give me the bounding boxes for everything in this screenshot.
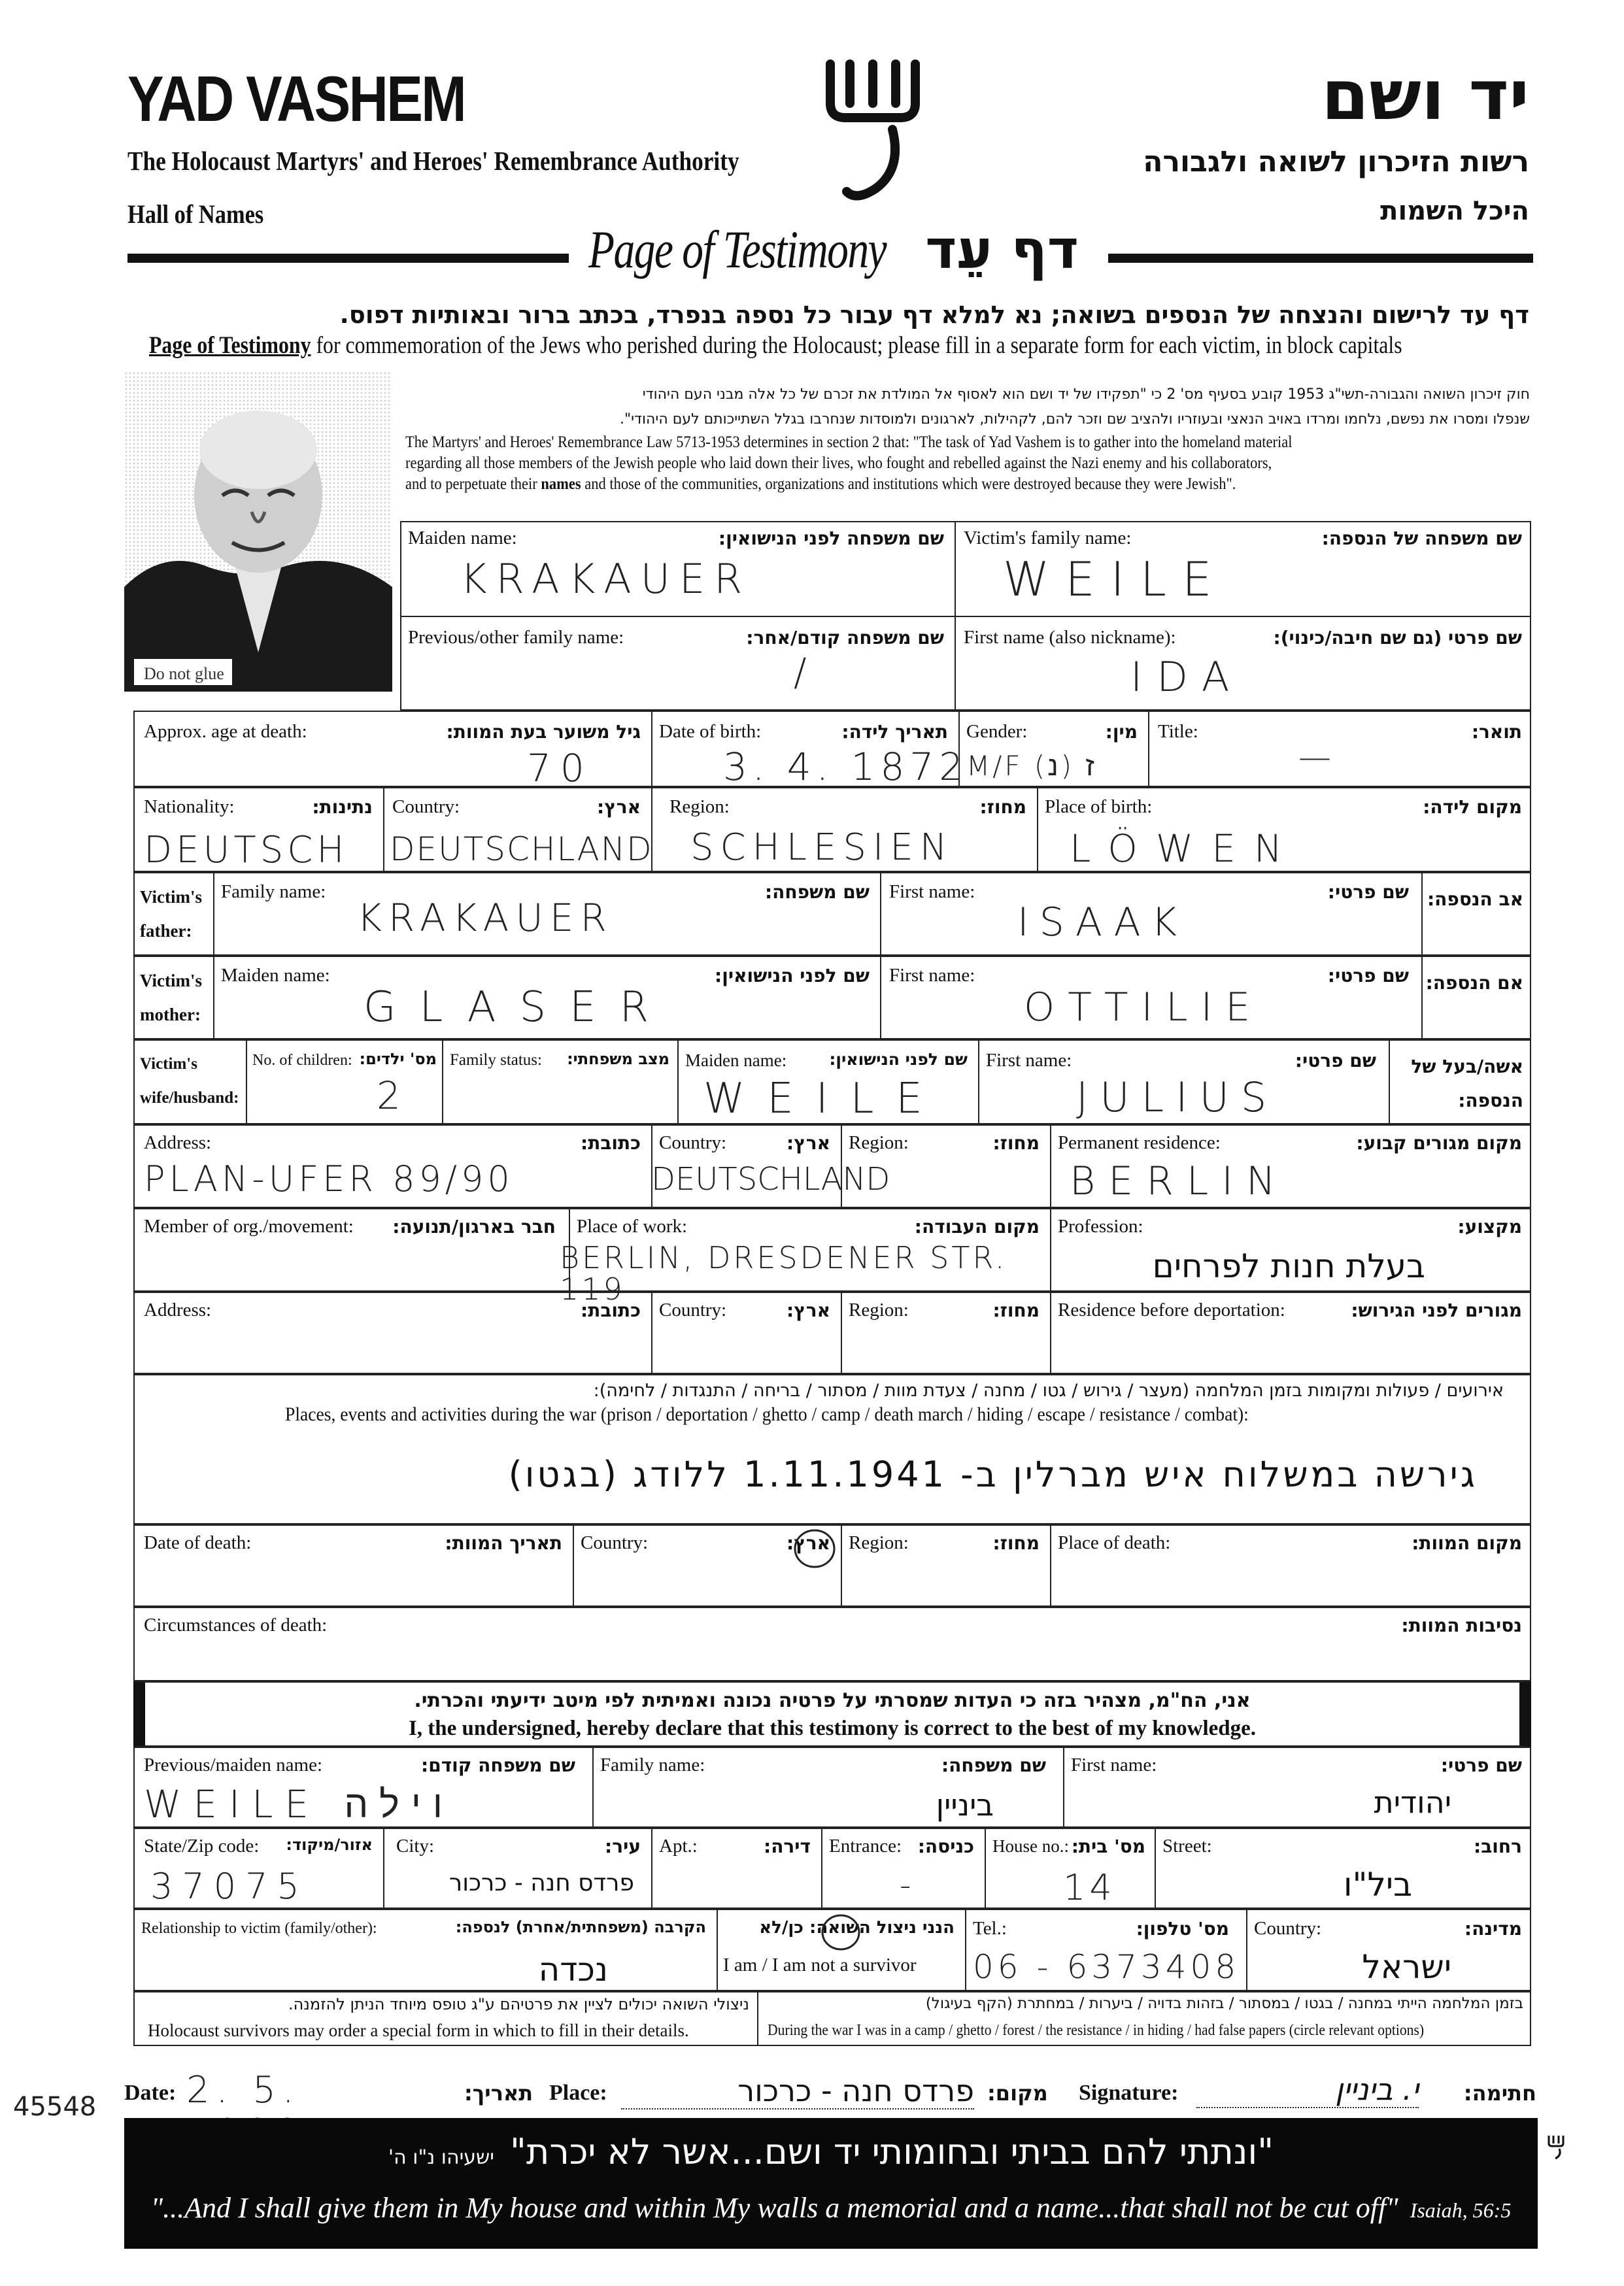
address-region-label-he: מחוז: [992, 1132, 1040, 1154]
children-value[interactable]: 2 [377, 1073, 410, 1118]
authority-en: The Holocaust Martyrs' and Heroes' Remembrance Authority [127, 146, 739, 176]
yad-vashem-logo-icon [820, 58, 925, 205]
spouse-maiden-value[interactable]: WEILE [703, 1075, 945, 1123]
death-place-label-en: Place of death: [1058, 1532, 1171, 1553]
nationality-value[interactable]: DEUTSCH [144, 829, 348, 871]
signature-value[interactable]: י. ביניין [1196, 2072, 1419, 2108]
spouse-first-label-en: First name: [986, 1050, 1072, 1071]
work-place-value[interactable]: BERLIN, DRESDENER STR. 119 [560, 1240, 1007, 1307]
quote-he: "ונתתי להם בביתי ובחומותי יד ושם...אשר לא יכרת" [510, 2131, 1274, 2172]
relationship-label-he: הקרבה (משפחתית/אחרת) לנספה: [455, 1918, 706, 1936]
father-family-label-en: Family name: [221, 881, 326, 902]
survivor-label-en: I am / I am not a survivor [723, 1955, 917, 1975]
circle-mark-icon [815, 1910, 867, 1952]
street-label-he: רחוב: [1474, 1836, 1522, 1857]
spouse-first-label-he: שם פרטי: [1294, 1050, 1376, 1071]
mother-side-en: Victim's mother: [140, 971, 202, 1024]
first-name-label-en: First name (also nickname): [964, 627, 1176, 648]
quote-band [124, 2118, 1538, 2249]
submitter-first-label-he: שם פרטי: [1440, 1755, 1522, 1776]
law-en-3 [405, 474, 1417, 495]
street-value[interactable]: ביל"ו [1343, 1866, 1412, 1904]
age-dob-row [133, 711, 1531, 790]
birthplace-label-en: Place of birth: [1045, 796, 1153, 817]
country-label-en: Country: [392, 796, 460, 817]
circumstances-label-he: נסיבות המוות: [1401, 1615, 1522, 1636]
events-value[interactable]: גירשה במשלוח איש מברלין ב- 1.11.1941 ללודג (בגטו) [508, 1454, 1478, 1495]
hall-of-names-he: היכל השמות [1380, 196, 1529, 226]
address-country-label-he: ארץ: [787, 1132, 830, 1154]
law-he-1: חוק זיכרון השואה והגבורה-תשי"ג 1953 קובע בסעיף מס' 2 כי "תפקידו של יד ושם הוא לאסוף אל המולדת את זכרם של כל אלה מבני העם היהודי [642, 386, 1530, 403]
tel-value[interactable]: 06 - 6373408 [973, 1948, 1240, 1986]
mother-maiden-label-en: Maiden name: [221, 965, 330, 986]
prev-name-label-en: Previous/maiden name: [144, 1755, 323, 1775]
yad-vashem-small-logo-icon [1546, 2134, 1566, 2160]
spouse-first-value[interactable]: JULIUS [1076, 1073, 1279, 1121]
place-label-en: Place: [549, 2081, 607, 2105]
date-label-he: תאריך: [464, 2081, 533, 2106]
death-date-label-he: תאריך המוות: [445, 1532, 562, 1554]
gender-value[interactable]: M/F (נ) ז [966, 750, 1097, 782]
entrance-label-en: Entrance: [829, 1836, 902, 1857]
mother-side-he: אם הנספה: [1425, 972, 1523, 994]
previous-name-value[interactable]: / [794, 650, 816, 694]
form-title-he: דף עֵד [925, 219, 1079, 281]
quote-en-line [124, 2191, 1538, 2225]
submitter-relation-row [133, 1909, 1531, 1991]
death-country-label-en: Country: [581, 1532, 649, 1553]
address-value[interactable]: PLAN-UFER 89/90 [144, 1158, 514, 1200]
date-value[interactable]: 2. 5. [186, 2069, 435, 2155]
victim-photo [124, 371, 392, 692]
deport-country-label-he: ארץ: [787, 1300, 830, 1321]
dob-label-he: תאריך לידה: [841, 721, 948, 743]
events-label-he: אירועים / פעולות ומקומות בזמן המלחמה (מעצר / גירוש / גטו / מחנה / צעדת מוות / מסתור / בריחה / התנגדות / לחימה): [593, 1381, 1504, 1401]
death-region-label-he: מחוז: [992, 1532, 1040, 1554]
law-en-2: regarding all those members of the Jewish people who laid down their lives, who fought and rebelled against the Nazi enemy and his collaborators, [405, 454, 1272, 472]
place-label-he: מקום: [987, 2081, 1048, 2106]
nationality-label-en: Nationality: [144, 796, 235, 817]
notes-right-en: During the war I was in a camp / ghetto / forest / the resistance / in hiding / had false papers (circle relevant options) [768, 2022, 1425, 2039]
mother-first-label-he: שם פרטי: [1327, 965, 1409, 986]
dob-label-en: Date of birth: [659, 721, 762, 742]
nationality-row [133, 787, 1531, 872]
region-value[interactable]: SCHLESIEN [690, 826, 954, 869]
city-value[interactable]: פרדס חנה - כרכור [448, 1870, 634, 1896]
entrance-label-he: כניסה: [917, 1836, 974, 1857]
zip-label-he: אזור/מיקוד: [286, 1836, 373, 1854]
tel-label-en: Tel.: [973, 1918, 1007, 1939]
father-first-value[interactable]: ISAAK [1017, 899, 1187, 945]
mother-first-value[interactable]: OTTILIE [1024, 984, 1264, 1030]
apt-label-he: דירה: [764, 1836, 811, 1857]
notes-left-en: Holocaust survivors may order a special form in which to fill in their details. [148, 2021, 689, 2040]
law-text [405, 382, 1530, 521]
city-label-en: City: [396, 1836, 435, 1857]
address-country-label-en: Country: [659, 1132, 727, 1153]
deport-address-label-en: Address: [144, 1300, 212, 1320]
header [0, 0, 1624, 301]
country-value[interactable]: DEUTSCHLAND [390, 830, 653, 868]
org-name-he: יד ושם [1321, 56, 1529, 135]
deport-region-label-en: Region: [849, 1300, 909, 1320]
deport-address-label-he: כתובת: [581, 1300, 641, 1321]
father-first-label-he: שם פרטי: [1327, 881, 1409, 903]
signature-label-en: Signature: [1079, 2081, 1179, 2105]
address-label-en: Address: [144, 1132, 212, 1153]
portrait-image-icon [124, 371, 392, 692]
org-name-en: YAD VASHEM [127, 63, 465, 135]
house-label-he: מס' בית: [1071, 1836, 1145, 1857]
gender-label-he: מין: [1105, 721, 1138, 743]
zip-label-en: State/Zip code: [144, 1836, 260, 1857]
org-label-he: חבר בארגון/תנועה: [392, 1216, 556, 1237]
residence-before-label-en: Residence before deportation: [1058, 1300, 1285, 1320]
signature-line [124, 2069, 1536, 2115]
region-label-en: Region: [669, 796, 730, 817]
death-place-label-he: מקום המוות: [1412, 1532, 1522, 1554]
victim-name-block [400, 521, 1531, 711]
quote-he-ref: ישעיהו נ"ו ה' [388, 2146, 495, 2169]
submitter-country-value[interactable]: ישראל [1362, 1948, 1451, 1986]
signature-label-he: חתימה: [1463, 2081, 1536, 2106]
children-label-en: No. of children: [252, 1052, 352, 1069]
intro-en-rest: for commemoration of the Jews who perished during the Holocaust; please fill in a separate form for each victim, in block capitals [311, 332, 1402, 359]
quote-he-line [124, 2131, 1538, 2172]
age-label-he: גיל משוער בעת המוות: [446, 721, 641, 743]
address-country-value[interactable]: DEUTSCHLAND [651, 1161, 890, 1198]
maiden-name-label-he: שם משפחה לפני הנישואין: [718, 528, 944, 549]
address-region-label-en: Region: [849, 1132, 909, 1153]
spouse-row [133, 1039, 1531, 1124]
events-label-en: Places, events and activities during the war (prison / deportation / ghetto / camp / death march / hiding / escape / resistance / combat): [285, 1404, 1249, 1425]
address-label-he: כתובת: [581, 1132, 641, 1154]
death-row [133, 1524, 1531, 1607]
law-he-2: שנפלו ומסרו את נפשם, נלחמו ומרדו באויב הנאצי ובעוזריו ולהציב שם וזכר להם, לקהילות, לארגונים ולמוסדות שנחרבו בגלל השתייכותם לעם היהודי". [620, 411, 1530, 428]
deportation-row [133, 1292, 1531, 1374]
father-side-he: אב הנספה: [1427, 888, 1523, 910]
title-value[interactable]: — [1298, 738, 1340, 776]
dob-value[interactable]: 3. 4. 1872 [723, 745, 969, 789]
relationship-value[interactable]: נכדה [538, 1951, 608, 1989]
authority-he: רשות הזיכרון לשואה ולגבורה [1143, 145, 1529, 178]
quote-en: "...And I shall give them in My house and within My walls a memorial and a name...that shall not be cut off" [150, 2192, 1398, 2224]
father-family-value[interactable]: KRAKAUER [357, 896, 613, 940]
circumstances-label-en: Circumstances of death: [144, 1615, 328, 1636]
perm-res-value[interactable]: BERLIN [1070, 1158, 1289, 1204]
prev-name-label-he: שם משפחה קודם: [421, 1755, 575, 1776]
father-first-label-en: First name: [889, 881, 975, 902]
intro-en [149, 331, 1402, 360]
birthplace-value[interactable]: LÖWEN [1070, 826, 1301, 871]
children-label-he: מס' ילדים: [359, 1050, 437, 1068]
address-row [133, 1124, 1531, 1208]
submitter-first-label-en: First name: [1071, 1755, 1157, 1775]
work-row [133, 1208, 1531, 1307]
declaration-row [133, 1681, 1531, 1747]
photo-caption: Do not glue [144, 664, 224, 683]
submitter-name-row [133, 1747, 1531, 1828]
law-en-1: The Martyrs' and Heroes' Remembrance Law 5713-1953 determines in section 2 that: "The task of Yad Vashem is to gather into the homeland material [405, 433, 1293, 451]
residence-before-label-he: מגורים לפני הגירוש: [1351, 1300, 1522, 1321]
profession-label-he: מקצוע: [1457, 1216, 1522, 1237]
maiden-name-label-en: Maiden name: [408, 528, 517, 548]
mother-row [133, 956, 1531, 1039]
prev-name-value[interactable]: WEILE וילה [144, 1782, 454, 1826]
region-label-he: מחוז: [979, 796, 1026, 818]
age-label-en: Approx. age at death: [144, 721, 307, 742]
spouse-side-he: אשה/בעל של הנספה: [1411, 1056, 1523, 1111]
family-name-value[interactable]: WEILE [1003, 552, 1228, 607]
nationality-label-he: נתינות: [312, 796, 373, 818]
profession-label-en: Profession: [1058, 1216, 1143, 1237]
entrance-value[interactable]: - [900, 1867, 921, 1904]
notes-left-he: ניצולי השואה יכולים לציין את פרטיהם ע"ג טופס מיוחד הניתן להזמנה. [288, 1995, 749, 2013]
family-name-label-he: שם משפחה של הנספה: [1321, 528, 1522, 549]
father-side-en: Victim's father: [140, 887, 202, 941]
hall-of-names-en: Hall of Names [127, 199, 264, 229]
submitter-country-label-en: Country: [1254, 1918, 1322, 1939]
deport-region-label-he: מחוז: [992, 1300, 1040, 1321]
spouse-maiden-label-he: שם לפני הנישואין: [829, 1050, 968, 1069]
gender-label-en: Gender: [966, 721, 1028, 742]
relationship-label-en: Relationship to victim (family/other): [141, 1920, 377, 1937]
age-value[interactable]: 70 [527, 746, 594, 790]
submitter-family-label-en: Family name: [600, 1755, 705, 1775]
city-label-he: עיר: [605, 1836, 641, 1857]
status-label-he: מצב משפחתי: [567, 1050, 669, 1068]
circle-mark-icon [788, 1526, 841, 1572]
title-label-en: Title: [1158, 721, 1198, 742]
declaration-he: אני, הח"מ, מצהיר בזה כי העדות שמסרתי על פרטיה נכונה ואמיתית לפי מיטב ידיעתי והכרתי. [414, 1689, 1251, 1712]
tel-label-he: מס' טלפון: [1136, 1918, 1229, 1940]
margin-number: 45548 [13, 2092, 97, 2122]
death-country-label-he: ארץ: [787, 1532, 830, 1554]
previous-name-label-en: Previous/other family name: [408, 627, 624, 648]
mother-maiden-value[interactable]: GLASER [364, 983, 673, 1032]
events-row [133, 1374, 1531, 1524]
notes-right-he: בזמן המלחמה הייתי במחנה / בגטו / במסתור / בזהות בדויה / ביערות / במחתרת (הקף בעיגול) [925, 1995, 1523, 2012]
intro-he: דף עד לרישום והנצחה של הנספים בשואה; נא למלא דף עבור כל נספה בנפרד, בכתב ברור ובאותיות דפוס. [339, 301, 1529, 329]
previous-name-label-he: שם משפחה קודם/אחר: [746, 627, 944, 648]
title-label-he: תואר: [1471, 721, 1522, 743]
family-name-label-en: Victim's family name: [964, 528, 1132, 548]
first-name-label-he: שם פרטי (גם שם חיבה/כינוי): [1273, 627, 1522, 648]
birthplace-label-he: מקום לידה: [1423, 796, 1522, 818]
place-value[interactable]: פרדס חנה - כרכור [621, 2073, 974, 2110]
death-date-label-en: Date of death: [144, 1532, 252, 1553]
date-label-en: Date: [124, 2081, 177, 2105]
country-label-he: ארץ: [597, 796, 641, 818]
house-label-en: House no.: [992, 1836, 1069, 1856]
submitter-family-value[interactable]: ביניין [936, 1787, 994, 1823]
submitter-first-value[interactable]: יהודית [1374, 1785, 1451, 1820]
first-name-value[interactable]: IDA [1130, 653, 1244, 701]
status-label-en: Family status: [450, 1051, 542, 1069]
profession-value[interactable]: בעלת חנות לפרחים [1152, 1247, 1425, 1285]
form-title-en: Page of Testimony [588, 220, 887, 279]
perm-res-label-he: מקום מגורים קבוע: [1356, 1132, 1522, 1154]
survivor-label-he: הנני ניצול השואה: כן/לא [759, 1918, 955, 1938]
work-place-label-en: Place of work: [577, 1216, 688, 1237]
submitter-address-row [133, 1828, 1531, 1909]
death-region-label-en: Region: [849, 1532, 909, 1553]
spouse-side-en: Victim's wife/husband: [140, 1055, 239, 1107]
law-en-3b: names [541, 475, 581, 493]
mother-first-label-en: First name: [889, 965, 975, 986]
org-label-en: Member of org./movement: [144, 1216, 354, 1237]
declaration-en: I, the undersigned, hereby declare that this testimony is correct to the best of my knowledge. [408, 1717, 1257, 1740]
submitter-family-label-he: שם משפחה: [941, 1755, 1046, 1776]
mother-maiden-label-he: שם לפני הנישואין: [715, 965, 870, 986]
submitter-country-label-he: מדינה: [1464, 1918, 1522, 1940]
father-family-label-he: שם משפחה: [764, 881, 870, 903]
circumstances-row [133, 1607, 1531, 1681]
work-place-label-he: מקום העבודה: [914, 1216, 1040, 1237]
deport-country-label-en: Country: [659, 1300, 727, 1320]
law-en-3a: and to perpetuate their [405, 475, 541, 493]
spouse-maiden-label-en: Maiden name: [685, 1051, 787, 1070]
apt-label-en: Apt.: [659, 1836, 698, 1857]
quote-en-ref: Isaiah, 56:5 [1410, 2198, 1512, 2222]
notes-row [133, 1991, 1531, 2046]
street-label-en: Street: [1162, 1836, 1212, 1857]
house-value[interactable]: 14 [1063, 1867, 1116, 1908]
zip-value[interactable]: 37075 [150, 1866, 309, 1907]
intro-en-bold: Page of Testimony [149, 332, 311, 359]
maiden-name-value[interactable]: KRAKAUER [460, 555, 752, 603]
father-row [133, 872, 1531, 956]
law-en-3c: and those of the communities, organizations and institutions which were destroyed because they were Jewish". [581, 475, 1236, 493]
perm-res-label-en: Permanent residence: [1058, 1132, 1221, 1153]
